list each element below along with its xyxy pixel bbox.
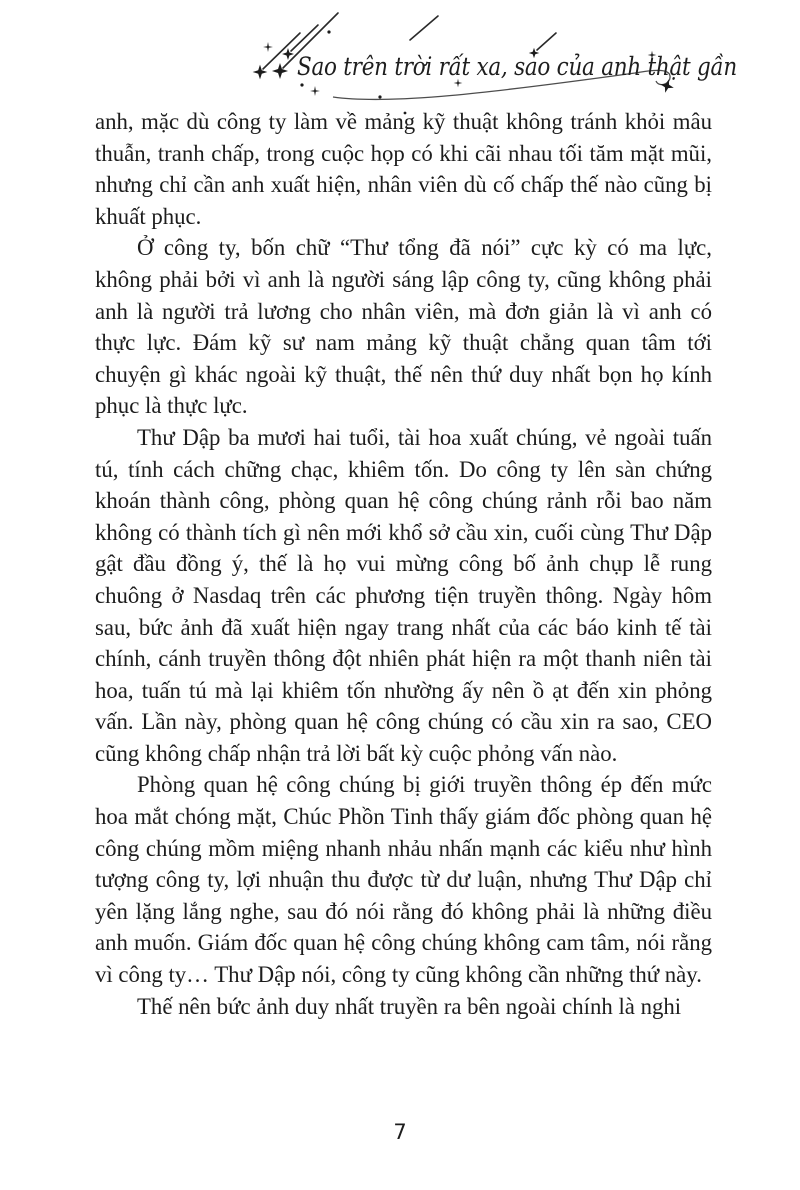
paragraph: Thế nên bức ảnh duy nhất truyền ra bên ngoài chính là nghi bbox=[137, 993, 682, 1019]
star-dot-icon bbox=[327, 30, 330, 33]
sparkle-icon bbox=[310, 86, 320, 96]
star-dot-icon bbox=[378, 95, 381, 98]
paragraph: Ở công ty, bốn chữ “Thư tổng đã nói” cực kỳ có ma lực, không phải bởi vì anh là người sáng lập công ty, cũng không phải anh là người trả lương cho nhân viên, mà đơn giản là vì anh có thực lực. Đám kỹ sư nam mảng kỹ thuật chẳng quan tâm tới chuyện gì khác ngoài kỹ thuật, thế nên thứ duy nhất bọn họ kính phục là thực lực. bbox=[95, 235, 712, 419]
star-dot-icon bbox=[300, 83, 303, 86]
paragraph: Thư Dập ba mươi hai tuổi, tài hoa xuất chúng, vẻ ngoài tuấn tú, tính cách chững chạc, khiêm tốn. Do công ty lên sàn chứng khoán thành công, phòng quan hệ công chúng rảnh rỗi bao năm không có thành tích gì nên mới khổ sở cầu xin, cuối cùng Thư Dập gật đầu đồng ý, thế là họ vui mừng công bố ảnh chụp lễ rung chuông ở Nasdaq trên các phương tiện truyền thông. Ngày hôm sau, bức ảnh đã xuất hiện ngay trang nhất của các báo kinh tế tài chính, cánh truyền thông đột nhiên phát hiện ra một thanh niên tài hoa, tuấn tú mà lại khiêm tốn nhường ấy nên ồ ạt đến xin phỏng vấn. Lần này, phòng quan hệ công chúng có cầu xin ra sao, CEO cũng không chấp nhận trả lời bất kỳ cuộc phỏng vấn nào. bbox=[95, 424, 712, 766]
sparkle-icon bbox=[263, 42, 273, 52]
paragraph: anh, mặc dù công ty làm về mảng kỹ thuật không tránh khỏi mâu thuẫn, tranh chấp, trong cuộc họp có khi cãi nhau tối tăm mặt mũi, nhưng chỉ cần anh xuất hiện, nhân viên dù cố chấp thế nào cũng bị khuất phục. bbox=[95, 109, 712, 229]
page-footer bbox=[0, 1120, 800, 1144]
body-text bbox=[95, 106, 712, 1106]
page-number: 7 bbox=[393, 1120, 407, 1144]
chapter-title: Sao trên trời rất xa, sao của anh thật gần bbox=[297, 52, 738, 81]
paragraph: Phòng quan hệ công chúng bị giới truyền thông ép đến mức hoa mắt chóng mặt, Chúc Phồn Tinh thấy giám đốc phòng quan hệ công chúng mồm miệng nhanh nhảu nhấn mạnh các kiểu như hình tượng công ty, lợi nhuận thu được từ dư luận, nhưng Thư Dập chỉ yên lặng lắng nghe, sau đó nói rằng đó không phải là những điều anh muốn. Giám đốc quan hệ công chúng không cam tâm, nói rằng vì công ty… Thư Dập nói, công ty cũng không cần những thứ này. bbox=[95, 772, 712, 988]
shooting-star-icon bbox=[410, 16, 438, 40]
